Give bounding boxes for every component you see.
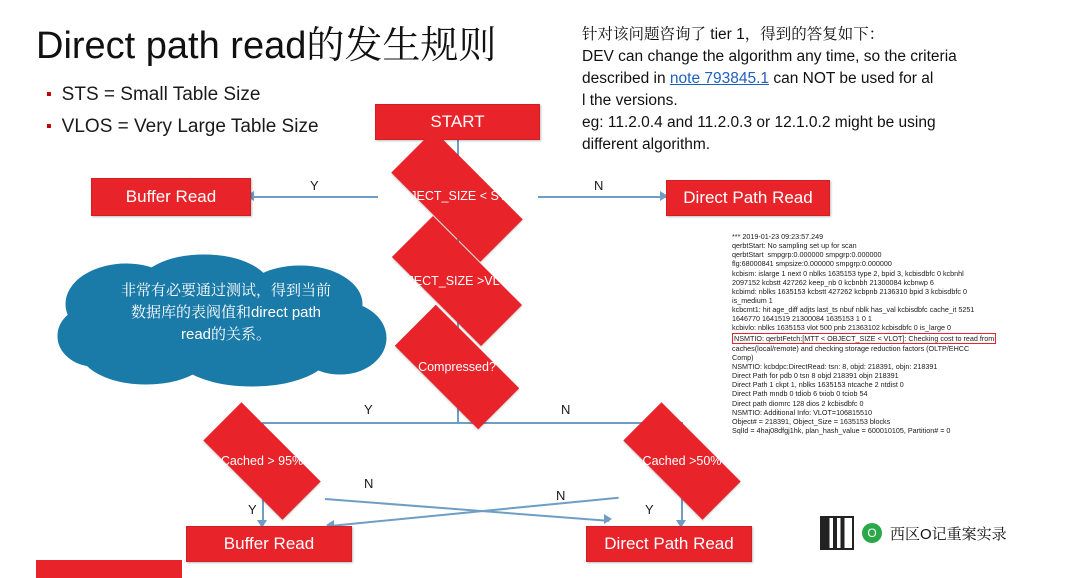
trace-log-line: NSMTIO: Additional Info: VLOT=106815510 (732, 407, 873, 417)
right-note-line-2 (582, 46, 1052, 68)
trace-log-line: Object# = 218391, Object_Size = 1635153 blocks (732, 416, 891, 426)
footer-label: 西区O记重案实录 (890, 525, 1007, 543)
right-note (582, 24, 1052, 156)
cloud-callout-text: 非常有必要通过测试，得到当前数据库的表阀值和direct path read的关系。 (120, 282, 331, 343)
connector-d1-to-buffer-read (250, 196, 378, 198)
trace-log-line: qerbtStart smpgrp:0.000000 smpgrp:0.000000 (732, 250, 882, 260)
right-note-line-2a: DEV can change the algorithm any time, so the criteria (582, 48, 957, 65)
flow-node-buffer-read-bottom[interactable]: Buffer Read (186, 526, 352, 562)
right-note-line-6: different algorithm. (582, 136, 711, 153)
flow-decision-compressed[interactable] (398, 338, 516, 396)
edge-label-y3: Y (248, 502, 257, 517)
flow-decision-cached-gt-95[interactable] (206, 434, 318, 488)
bullet-label: STS = Small Table Size (61, 84, 261, 105)
trace-log-block (732, 232, 1062, 435)
trace-log-line: flg:68000841 smpsize:0.000000 smpgrp:0.000000 (732, 259, 892, 269)
edge-label-y2: Y (364, 402, 373, 417)
bullet-dot-icon: ▪ (46, 85, 52, 103)
trace-log-highlight: NSMTIO: qerbtFetch:[MTT < OBJECT_SIZE < VLOT]: Checking cost to read from (734, 333, 995, 343)
brand-badge-icon: O (862, 523, 882, 543)
page-title: Direct path read的发生规则 (36, 25, 497, 67)
edge-label-n3: N (364, 476, 374, 491)
bullet-item-vlos (46, 116, 319, 138)
flow-node-direct-path-read-top[interactable]: Direct Path Read (666, 180, 830, 216)
edge-label-y4: Y (645, 502, 654, 517)
right-note-line-4: l the versions. (582, 92, 678, 109)
right-note-line-2c: can NOT be used for al (769, 70, 934, 87)
trace-log-line: Direct Path mndb 0 tdiob 6 txiob 0 tciob 54 (732, 389, 868, 399)
trace-log-line: qerbtStart: No sampling set up for scan (732, 241, 857, 251)
bottom-accent-bar (36, 560, 182, 578)
bullet-item-sts (46, 84, 260, 106)
bullet-label: VLOS = Very Large Table Size (61, 116, 319, 137)
trace-log-line: Comp) (732, 352, 754, 362)
qr-code-icon (820, 516, 854, 550)
edge-label-n2: N (561, 402, 571, 417)
right-note-line-2b: described in (582, 70, 670, 87)
flow-node-buffer-read-top[interactable]: Buffer Read (91, 178, 251, 216)
trace-log-line: SqlId = 4haj08dfgj1hk, plan_hash_value = 600010105, Partition# = 0 (732, 425, 951, 435)
edge-label-n4: N (556, 488, 566, 503)
trace-log-line: 2097152 kcbstt 427262 keep_nb 0 kcbnbh 21300084 kcbnwp 6 (732, 277, 934, 287)
connector-d1-to-direct-path-read (538, 196, 666, 198)
connector-arrow-right (604, 514, 612, 524)
trace-log-line: is_medium 1 (732, 295, 773, 305)
right-note-line-5: eg: 11.2.0.4 and 11.2.0.3 or 12.1.0.2 might be using (582, 114, 936, 131)
right-note-line-3 (582, 68, 1052, 90)
cloud-callout (54, 252, 390, 388)
right-note-line-1: 针对该问题咨询了 tier 1，得到的答复如下： (582, 26, 885, 43)
trace-log-line: kcbimd: nblks 1635153 kcbstt 427262 kcbpnb 2136310 bpid 3 kcbisdbfc 0 (732, 286, 967, 296)
decision-label: Cached >50% (642, 454, 722, 468)
trace-log-line (732, 333, 1062, 344)
decision-label: OBJECT_SIZE < STS? (392, 189, 522, 203)
trace-log-line: caches(local/remote) and checking storage reduction factors (OLTP/EHCC (732, 343, 970, 353)
flow-node-start[interactable]: START (375, 104, 540, 140)
trace-log-line: kcbism: islarge 1 next 0 nblks 1635153 type 2, bpid 3, kcbisdbfc 0 kcbnhl (732, 268, 964, 278)
bullet-dot-icon: ▪ (46, 117, 52, 135)
flow-decision-object-size-gt-vlos[interactable] (389, 252, 525, 310)
decision-label: Cached > 95% (220, 454, 304, 468)
flow-decision-cached-gt-50[interactable] (626, 434, 738, 488)
trace-log-line: 1646770 1641519 21300084 1635153 1 0 1 (732, 314, 872, 324)
trace-log-line: kcbivlo: nblks 1635153 vlot 500 pnb 21363102 kcbisdbfc 0 is_large 0 (732, 323, 951, 333)
trace-log-line: Direct Path 1 ckpt 1, nblks 1635153 ntcache 2 ntdist 0 (732, 380, 904, 390)
edge-label-y1: Y (310, 178, 319, 193)
trace-log-line: *** 2019-01-23 09:23:57.249 (732, 232, 824, 241)
decision-label: Compressed? (418, 360, 496, 374)
flow-decision-object-size-lt-sts[interactable] (394, 166, 520, 226)
note-link[interactable]: note 793845.1 (669, 70, 770, 87)
trace-log-line: NSMTIO: kcbdpc:DirectRead: tsn: 8, objd: 218391, objn: 218391 (732, 361, 938, 371)
footer-watermark (820, 516, 1007, 550)
trace-log-line: kcbcmt1: hit age_diff adjts last_ts nbuf nblk has_val kcbisdbfc cache_it 5251 (732, 305, 975, 315)
trace-log-line: Direct path diomrc 128 dios 2 kcbisdbfc 0 (732, 398, 864, 408)
flow-node-direct-path-read-bottom[interactable]: Direct Path Read (586, 526, 752, 562)
decision-label: OBJECT_SIZE >VLOS? (389, 274, 525, 288)
edge-label-n1: N (594, 178, 604, 193)
trace-log-line: Direct Path for pdb 0 tsn 8 objd 218391 objn 218391 (732, 371, 899, 381)
